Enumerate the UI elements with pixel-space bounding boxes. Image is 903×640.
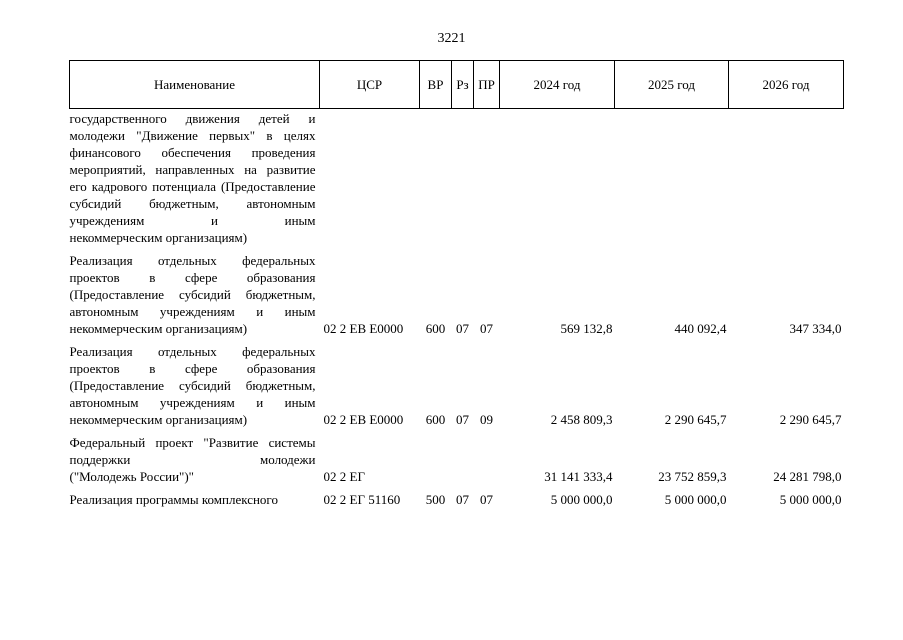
row-vr: 500 [425,492,446,507]
row-pr: 07 [480,321,493,336]
row-2026: 2 290 645,7 [779,412,842,427]
row-name-last: некоммерческим организациям) [69,230,248,245]
row-2025: 5 000 000,0 [664,492,727,507]
row-pr: 07 [480,492,493,507]
row-2024: 2 458 809,3 [550,412,613,427]
budget-table [69,60,844,508]
row-csr [320,109,420,247]
table-row [70,491,844,508]
row-rz [452,434,474,485]
header-name: Наименование [70,61,320,109]
table-row [70,434,844,485]
header-2025: 2025 год [615,61,729,109]
row-2025 [615,109,729,247]
header-2026: 2026 год [729,61,844,109]
row-2025: 440 092,4 [674,321,727,336]
row-2024 [500,109,615,247]
row-2024: 31 141 333,4 [544,469,613,484]
row-csr: 02 2 ЕГ 51160 [323,492,401,507]
row-vr: 600 [425,412,446,427]
table-header-row [70,61,844,109]
row-csr: 02 2 ЕГ [323,469,365,484]
row-name-last: некоммерческим организациям) [69,321,248,336]
header-2024: 2024 год [500,61,615,109]
row-name-text: Реализация отдельных федеральных проектов в сфере образования (Предоставление субсидий бюджетным, автономным учреждениям и иным [69,344,316,410]
row-2024: 5 000 000,0 [550,492,613,507]
row-2025: 2 290 645,7 [664,412,727,427]
row-rz [452,109,474,247]
row-vr [420,109,452,247]
row-pr [474,434,500,485]
header-pr: ПР [474,61,500,109]
row-name-text: государственного движения детей и молодежи "Движение первых" в целях финансового обеспечения проведения мероприятий, направленных на развитие его кадрового потенциала (Предоставление субсидий бюджетным, автономным учреждениям и иным [69,111,316,228]
row-csr: 02 2 ЕВ Е0000 [323,321,404,336]
row-name [70,109,320,247]
header-vr: ВР [420,61,452,109]
row-name-last: ("Молодежь России")" [69,469,194,484]
header-csr: ЦСР [320,61,420,109]
header-rz: Рз [452,61,474,109]
row-2025: 23 752 859,3 [658,469,727,484]
row-name [70,252,320,337]
row-pr [474,109,500,247]
row-name-last: Реализация программы комплексного [69,492,278,507]
table-row [70,109,844,247]
row-2026 [729,109,844,247]
row-csr: 02 2 ЕВ Е0000 [323,412,404,427]
row-vr: 600 [425,321,446,336]
table-row [70,343,844,428]
row-name [70,434,320,485]
row-pr: 09 [480,412,493,427]
row-name [70,491,320,508]
row-2026: 5 000 000,0 [779,492,842,507]
table-row [70,252,844,337]
row-name-last: некоммерческим организациям) [69,412,248,427]
row-2024: 569 132,8 [560,321,613,336]
row-name-text: Реализация отдельных федеральных проектов в сфере образования (Предоставление субсидий бюджетным, автономным учреждениям и иным [69,253,316,319]
row-rz: 07 [456,321,469,336]
row-vr [420,434,452,485]
page-number: 3221 [437,31,466,46]
row-2026: 347 334,0 [789,321,842,336]
row-name [70,343,320,428]
row-rz: 07 [456,412,469,427]
row-2026: 24 281 798,0 [773,469,842,484]
row-name-text: Федеральный проект "Развитие системы поддержки молодежи [69,435,316,467]
row-rz: 07 [456,492,469,507]
